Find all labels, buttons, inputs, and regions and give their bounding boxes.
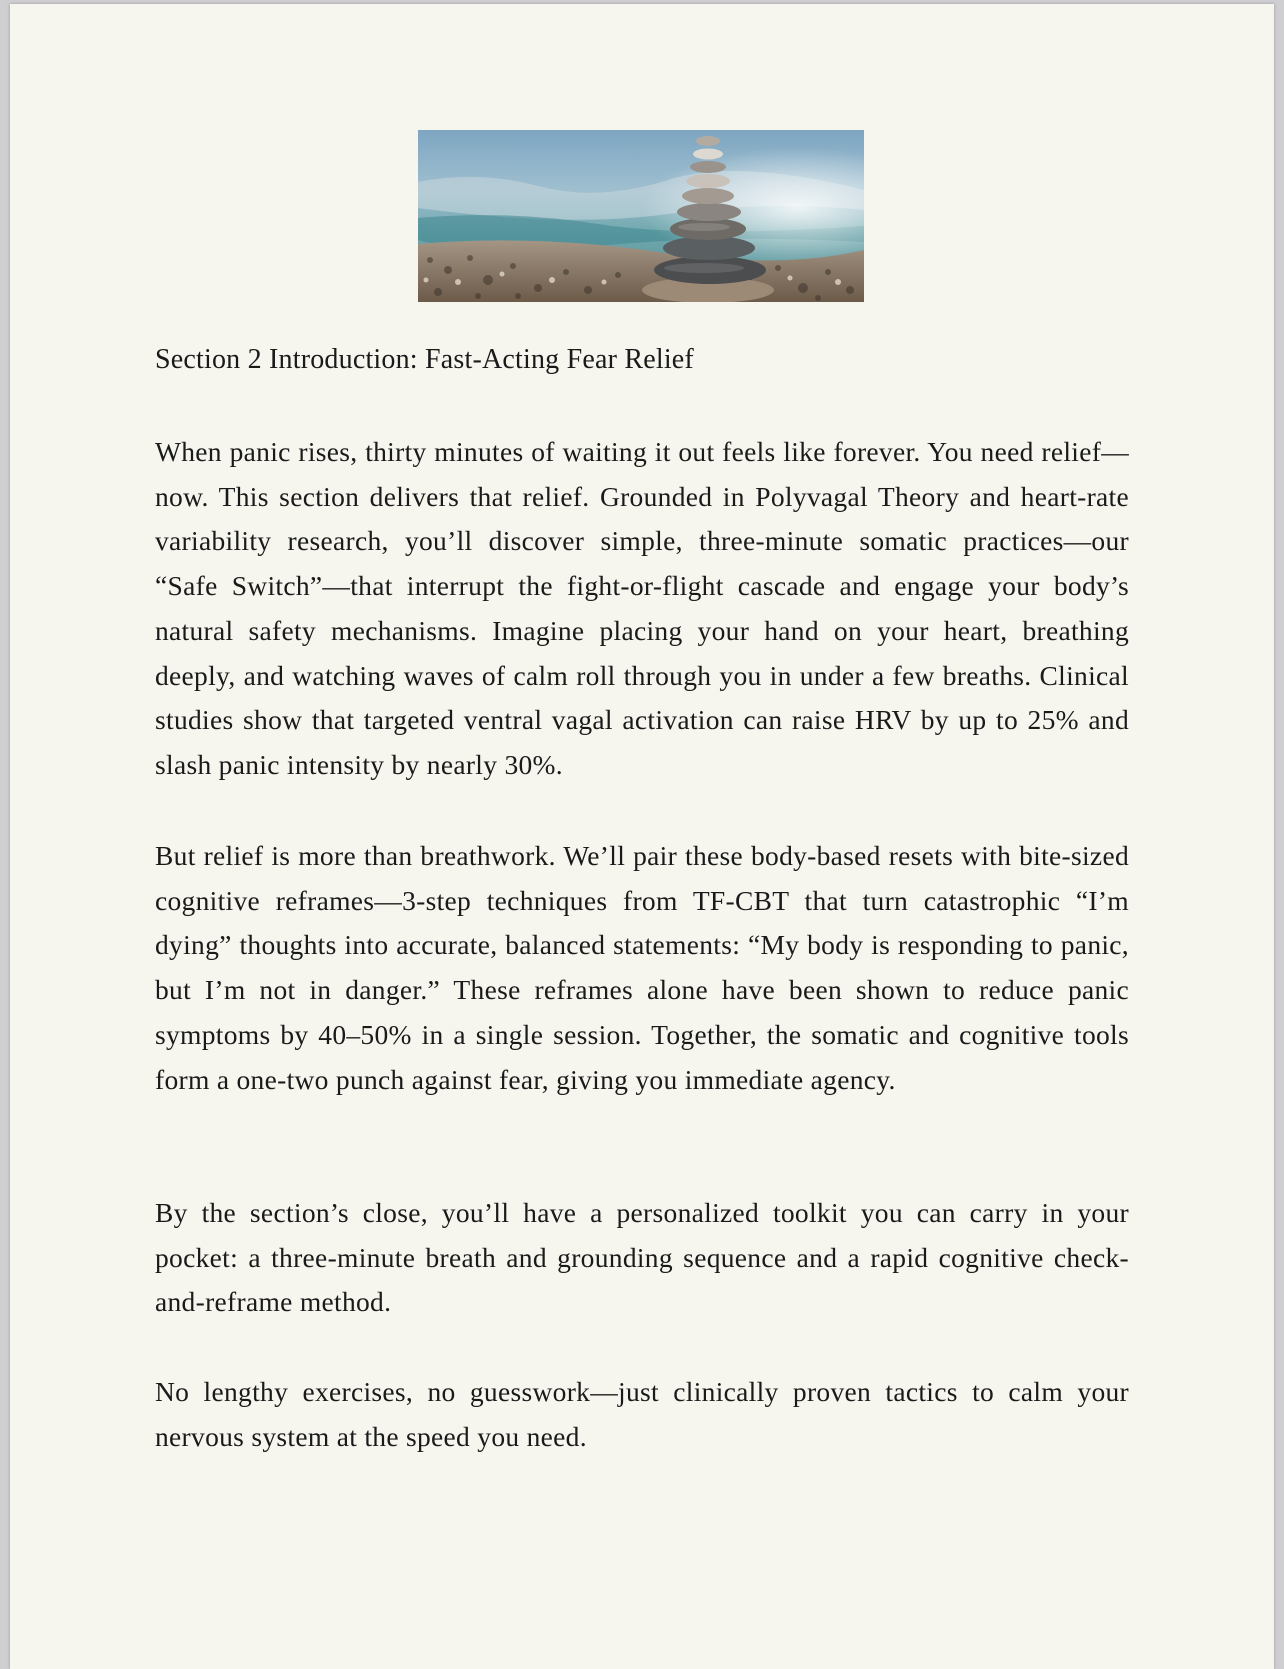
document-page xyxy=(10,4,1274,1669)
pebble-stack-image xyxy=(418,130,864,302)
section-heading: Section 2 Introduction: Fast-Acting Fear Relief xyxy=(155,344,694,375)
paragraph-intro: When panic rises, thirty minutes of waiting it out feels like forever. You need relief—now. This section delivers that relief. Grounded in Polyvagal Theory and heart-rate variability research, you’ll discover simple, three-minute somatic practices—our “Safe Switch”—that interrupt the fight-or-flight cascade and engage your body’s natural safety mechanisms. Imagine placing your hand on your heart, breathing deeply, and watching waves of calm roll through you in under a few breaths. Clinical studies show that targeted ventral vagal activation can raise HRV by up to 25% and slash panic intensity by nearly 30%. xyxy=(155,436,1129,780)
paragraph-toolkit: By the section’s close, you’ll have a personalized toolkit you can carry in your pocket: a three-minute breath and grounding sequence and a rapid cognitive check-and-reframe method. xyxy=(155,1197,1129,1318)
paragraph-cognitive-reframes: But relief is more than breathwork. We’ll pair these body-based resets with bite-sized cognitive reframes—3-step techniques from TF-CBT that turn catastrophic “I’m dying” thoughts into accurate, balanced statements: “My body is responding to panic, but I’m not in danger.” These reframes alone have been shown to reduce panic symptoms by 40–50% in a single session. Together, the somatic and cognitive tools form a one-two punch against fear, giving you immediate agency. xyxy=(155,840,1129,1095)
paragraph-closing: No lengthy exercises, no guesswork—just clinically proven tactics to calm your nervous system at the speed you need. xyxy=(155,1376,1129,1452)
